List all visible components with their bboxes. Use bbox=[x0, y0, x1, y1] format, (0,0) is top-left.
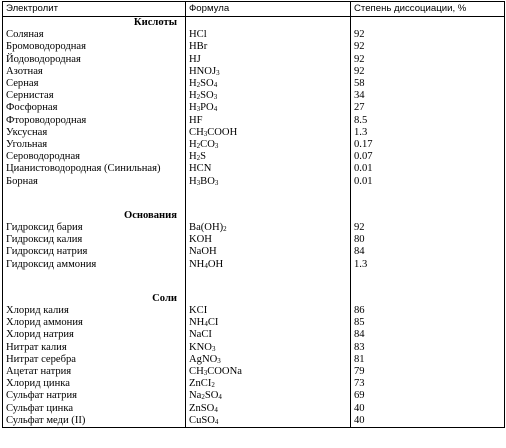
electrolyte-name: Йодоводородная bbox=[3, 54, 186, 66]
formula-cell bbox=[186, 366, 351, 378]
electrolyte-name: Угольная bbox=[3, 139, 186, 151]
table-row bbox=[3, 66, 505, 78]
formula-part: ZnCI bbox=[189, 378, 212, 390]
spacer-cell bbox=[3, 271, 186, 282]
formula-cell bbox=[186, 246, 351, 258]
formula-cell bbox=[186, 305, 351, 317]
section-heading-row bbox=[3, 210, 505, 222]
electrolyte-name: Сероводородная bbox=[3, 151, 186, 163]
spacer-row bbox=[3, 199, 505, 210]
section-heading-row bbox=[3, 293, 505, 305]
formula-subscript: 3 bbox=[216, 68, 220, 77]
spacer-cell bbox=[3, 282, 186, 293]
electrolyte-name: Сульфат цинка bbox=[3, 403, 186, 415]
dissociation-value: 85 bbox=[351, 317, 505, 329]
header-formula: Формула bbox=[186, 2, 351, 17]
electrolyte-name: Азотная bbox=[3, 66, 186, 78]
section-formula-empty bbox=[186, 17, 351, 30]
formula-subscript: 2 bbox=[211, 381, 215, 390]
dissociation-value: 40 bbox=[351, 415, 505, 428]
formula-subscript: 4 bbox=[214, 405, 218, 414]
formula-subscript: 3 bbox=[196, 105, 201, 114]
formula-part: Na bbox=[189, 390, 202, 402]
table-row bbox=[3, 390, 505, 402]
dissociation-value: 0.01 bbox=[351, 176, 505, 188]
formula-subscript: 3 bbox=[211, 344, 216, 353]
section-value-empty bbox=[351, 210, 505, 222]
formula-subscript: 3 bbox=[214, 178, 219, 187]
electrolyte-name: Гидроксид аммония bbox=[3, 259, 186, 271]
formula-part: Ba(OH) bbox=[189, 222, 224, 234]
spacer-cell bbox=[351, 199, 505, 210]
formula-cell bbox=[186, 66, 351, 78]
formula-subscript: 3 bbox=[217, 356, 221, 365]
table-row bbox=[3, 176, 505, 188]
dissociation-value: 84 bbox=[351, 329, 505, 341]
formula-cell bbox=[186, 403, 351, 415]
electrolyte-name: Хлорид натрия bbox=[3, 329, 186, 341]
formula-part: ZnSO bbox=[189, 402, 215, 414]
formula-part: HCN bbox=[189, 163, 212, 175]
formula-part: PO bbox=[200, 102, 214, 114]
formula-part: H bbox=[189, 175, 197, 187]
dissociation-value: 0.17 bbox=[351, 139, 505, 151]
dissociation-value: 1.3 bbox=[351, 127, 505, 139]
spacer-cell bbox=[186, 199, 351, 210]
dissociation-table bbox=[2, 1, 505, 428]
formula-part: H bbox=[189, 90, 197, 102]
formula-part: SO bbox=[200, 90, 214, 102]
formula-cell bbox=[186, 329, 351, 341]
formula-subscript: 3 bbox=[203, 129, 208, 138]
formula-cell bbox=[186, 176, 351, 188]
electrolyte-name: Хлорид цинка bbox=[3, 378, 186, 390]
formula-subscript: 3 bbox=[214, 142, 219, 151]
dissociation-value: 1.3 bbox=[351, 259, 505, 271]
formula-cell bbox=[186, 222, 351, 234]
spacer-cell bbox=[3, 188, 186, 199]
electrolyte-name: Хлорид аммония bbox=[3, 317, 186, 329]
dissociation-value: 79 bbox=[351, 366, 505, 378]
section-title: Основания bbox=[3, 210, 186, 222]
formula-part: HCl bbox=[189, 29, 207, 41]
spacer-cell bbox=[186, 282, 351, 293]
electrolyte-name: Уксусная bbox=[3, 127, 186, 139]
table-row bbox=[3, 139, 505, 151]
header-electrolyte: Электролит bbox=[3, 2, 186, 17]
formula-subscript: 4 bbox=[213, 81, 218, 90]
dissociation-value: 73 bbox=[351, 378, 505, 390]
formula-cell bbox=[186, 127, 351, 139]
formula-part: NH bbox=[189, 258, 205, 270]
formula-subscript: 2 bbox=[201, 393, 205, 402]
formula-part: S bbox=[200, 151, 207, 163]
formula-cell bbox=[186, 90, 351, 102]
dissociation-value: 92 bbox=[351, 41, 505, 53]
formula-subscript: 3 bbox=[203, 369, 208, 378]
table-row bbox=[3, 259, 505, 271]
formula-part: H bbox=[189, 78, 197, 90]
formula-part: SO bbox=[204, 390, 219, 402]
electrolyte-name: Хлорид калия bbox=[3, 305, 186, 317]
formula-cell bbox=[186, 415, 351, 428]
formula-subscript: 4 bbox=[213, 105, 218, 114]
formula-cell bbox=[186, 54, 351, 66]
formula-subscript: 3 bbox=[196, 178, 201, 187]
table-row bbox=[3, 415, 505, 428]
table-row bbox=[3, 317, 505, 329]
formula-subscript: 2 bbox=[196, 154, 201, 163]
formula-part: HF bbox=[189, 114, 203, 126]
formula-part: OH bbox=[207, 258, 224, 270]
formula-cell bbox=[186, 78, 351, 90]
section-title: Кислоты bbox=[3, 17, 186, 30]
formula-part: NH bbox=[189, 317, 205, 329]
formula-part: CH bbox=[189, 126, 204, 138]
electrolyte-name: Борная bbox=[3, 176, 186, 188]
formula-subscript: 2 bbox=[196, 142, 201, 151]
electrolyte-name: Нитрат серебра bbox=[3, 354, 186, 366]
electrolyte-name: Фосфорная bbox=[3, 102, 186, 114]
table-row bbox=[3, 342, 505, 354]
section-formula-empty bbox=[186, 293, 351, 305]
formula-cell bbox=[186, 354, 351, 366]
formula-cell bbox=[186, 115, 351, 127]
table-row bbox=[3, 403, 505, 415]
electrolyte-name: Бромоводородная bbox=[3, 41, 186, 53]
dissociation-value: 8.5 bbox=[351, 115, 505, 127]
formula-part: NaOH bbox=[189, 246, 217, 258]
electrolyte-name: Сульфат натрия bbox=[3, 390, 186, 402]
dissociation-value: 92 bbox=[351, 66, 505, 78]
table-row bbox=[3, 102, 505, 114]
formula-part: KNO bbox=[189, 341, 212, 353]
dissociation-value: 83 bbox=[351, 342, 505, 354]
spacer-cell bbox=[3, 199, 186, 210]
formula-subscript: 4 bbox=[214, 417, 219, 426]
formula-cell bbox=[186, 317, 351, 329]
formula-cell bbox=[186, 151, 351, 163]
formula-part: KOH bbox=[189, 234, 212, 246]
formula-cell bbox=[186, 102, 351, 114]
formula-subscript: 4 bbox=[204, 320, 208, 329]
formula-subscript: 4 bbox=[204, 261, 208, 270]
spacer-row bbox=[3, 282, 505, 293]
electrolyte-name: Ацетат натрия bbox=[3, 366, 186, 378]
formula-subscript: 3 bbox=[213, 93, 218, 102]
dissociation-value: 92 bbox=[351, 222, 505, 234]
header-row bbox=[3, 2, 505, 17]
table-row bbox=[3, 378, 505, 390]
formula-cell bbox=[186, 139, 351, 151]
table-row bbox=[3, 41, 505, 53]
formula-part: SO bbox=[200, 78, 214, 90]
table-row bbox=[3, 115, 505, 127]
table-row bbox=[3, 163, 505, 175]
formula-part: NaCI bbox=[189, 329, 212, 341]
formula-cell bbox=[186, 378, 351, 390]
formula-part: BO bbox=[200, 175, 215, 187]
formula-cell bbox=[186, 342, 351, 354]
formula-part: COONa bbox=[207, 366, 242, 378]
spacer-cell bbox=[186, 188, 351, 199]
formula-part: COOH bbox=[207, 126, 238, 138]
spacer-cell bbox=[351, 271, 505, 282]
dissociation-value: 58 bbox=[351, 78, 505, 90]
table-row bbox=[3, 222, 505, 234]
electrolyte-name: Серная bbox=[3, 78, 186, 90]
dissociation-value: 0.07 bbox=[351, 151, 505, 163]
header-degree: Степень диссоциации, % bbox=[351, 2, 505, 17]
section-heading-row bbox=[3, 17, 505, 30]
formula-subscript: 2 bbox=[196, 93, 201, 102]
dissociation-value: 92 bbox=[351, 54, 505, 66]
dissociation-value: 80 bbox=[351, 234, 505, 246]
spacer-cell bbox=[351, 282, 505, 293]
formula-part: CH bbox=[189, 366, 204, 378]
formula-subscript: 4 bbox=[218, 393, 222, 402]
formula-cell bbox=[186, 234, 351, 246]
spacer-row bbox=[3, 188, 505, 199]
dissociation-value: 0.01 bbox=[351, 163, 505, 175]
table-row bbox=[3, 78, 505, 90]
formula-cell bbox=[186, 29, 351, 41]
dissociation-value: 34 bbox=[351, 90, 505, 102]
table-row bbox=[3, 54, 505, 66]
formula-part: CO bbox=[200, 139, 215, 151]
formula-cell bbox=[186, 41, 351, 53]
electrolyte-name: Гидроксид калия bbox=[3, 234, 186, 246]
formula-part: KCI bbox=[189, 305, 208, 317]
formula-subscript: 2 bbox=[196, 81, 201, 90]
electrolyte-name: Соляная bbox=[3, 29, 186, 41]
formula-part: H bbox=[189, 102, 197, 114]
table-row bbox=[3, 90, 505, 102]
table-row bbox=[3, 354, 505, 366]
electrolyte-name: Сернистая bbox=[3, 90, 186, 102]
electrolyte-name: Нитрат калия bbox=[3, 342, 186, 354]
spacer-cell bbox=[186, 271, 351, 282]
spacer-cell bbox=[351, 188, 505, 199]
section-value-empty bbox=[351, 293, 505, 305]
formula-subscript: 2 bbox=[223, 225, 227, 234]
formula-part: H bbox=[189, 151, 197, 163]
table-row bbox=[3, 234, 505, 246]
dissociation-value: 27 bbox=[351, 102, 505, 114]
formula-cell bbox=[186, 259, 351, 271]
formula-part: CI bbox=[207, 317, 219, 329]
table-row bbox=[3, 366, 505, 378]
section-title: Соли bbox=[3, 293, 186, 305]
dissociation-value: 69 bbox=[351, 390, 505, 402]
dissociation-value: 81 bbox=[351, 354, 505, 366]
dissociation-value: 84 bbox=[351, 246, 505, 258]
table-row bbox=[3, 246, 505, 258]
formula-part: HBr bbox=[189, 41, 208, 53]
section-value-empty bbox=[351, 17, 505, 30]
dissociation-value: 40 bbox=[351, 403, 505, 415]
table-row bbox=[3, 29, 505, 41]
formula-cell bbox=[186, 390, 351, 402]
dissociation-value: 86 bbox=[351, 305, 505, 317]
dissociation-value: 92 bbox=[351, 29, 505, 41]
formula-part: HJ bbox=[189, 53, 201, 65]
formula-part: CuSO bbox=[189, 414, 215, 426]
electrolyte-name: Сульфат меди (II) bbox=[3, 415, 186, 428]
electrolyte-name: Цианистоводородная (Синильная) bbox=[3, 163, 186, 175]
table-row bbox=[3, 305, 505, 317]
formula-part: HNOJ bbox=[189, 65, 217, 77]
formula-part: AgNO bbox=[189, 353, 218, 365]
table-body bbox=[3, 17, 505, 428]
electrolyte-name: Гидроксид бария bbox=[3, 222, 186, 234]
section-formula-empty bbox=[186, 210, 351, 222]
table-row bbox=[3, 329, 505, 341]
formula-part: H bbox=[189, 139, 197, 151]
electrolyte-name: Фтороводородная bbox=[3, 115, 186, 127]
formula-cell bbox=[186, 163, 351, 175]
table-row bbox=[3, 151, 505, 163]
table-row bbox=[3, 127, 505, 139]
spacer-row bbox=[3, 271, 505, 282]
electrolyte-name: Гидроксид натрия bbox=[3, 246, 186, 258]
